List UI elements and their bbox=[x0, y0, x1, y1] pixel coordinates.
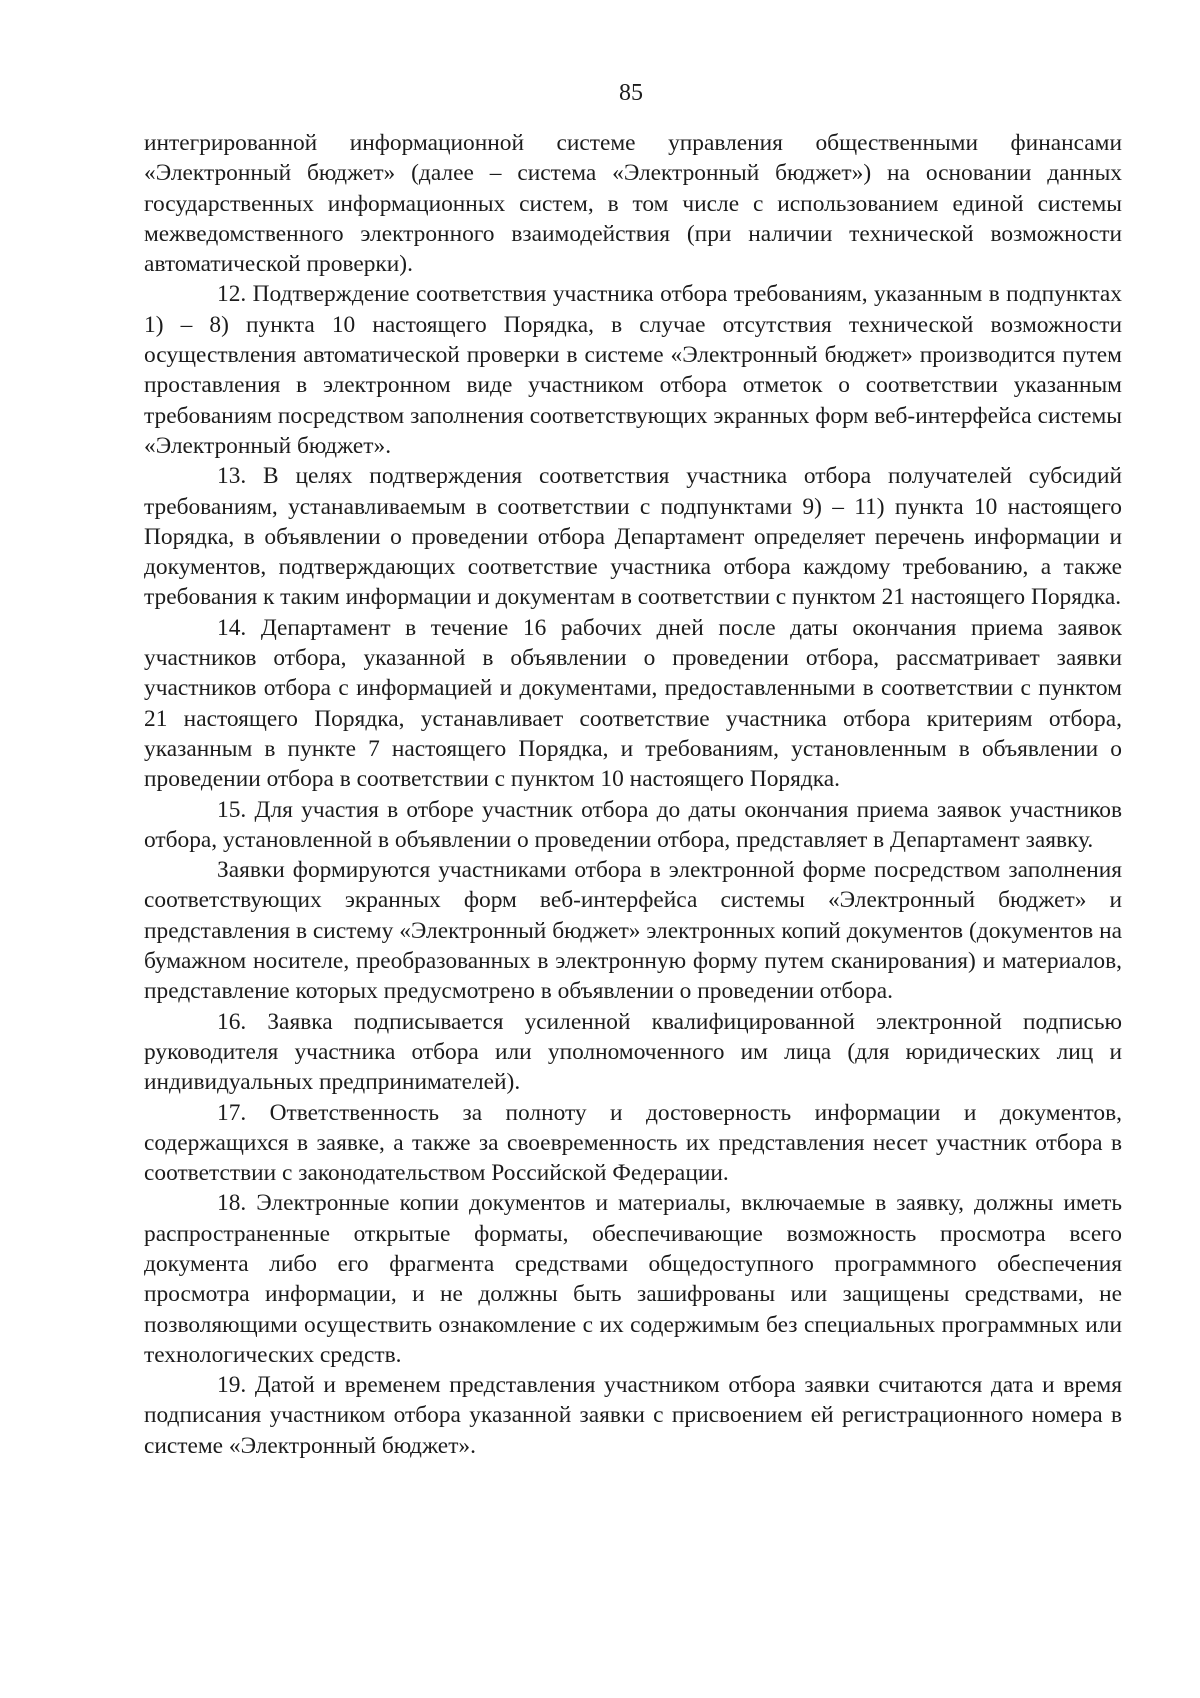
paragraph-12: 12. Подтверждение соответствия участника отбора требованиям, указанным в подпунктах 1) – 8) пункта 10 настоящего Порядка, в случае отсутствия технической возможности осуществления автоматической проверки в системе «Электронный бюджет» производится путем проставления в электронном виде участником отбора отметок о соответствии указанным требованиям посредством заполнения соответствующих экранных форм веб-интерфейса системы «Электронный бюджет». bbox=[144, 281, 1122, 459]
paragraph-13: 13. В целях подтверждения соответствия участника отбора получателей субсидий требованиям, устанавливаемым в соответствии с подпунктами 9) – 11) пункта 10 настоящего Порядка, в объявлении о проведении отбора Департамент определяет перечень информации и документов, подтверждающих соответствие участника отбора каждому требованию, а также требования к таким информации и документам в соответствии с пунктом 21 настоящего Порядка. bbox=[144, 463, 1122, 611]
paragraph-15: 15. Для участия в отборе участник отбора до даты окончания приема заявок участников отбора, установленной в объявлении о проведении отбора, представляет в Департамент заявку. bbox=[144, 796, 1122, 853]
paragraph-14: 14. Департамент в течение 16 рабочих дней после даты окончания приема заявок участников отбора, указанной в объявлении о проведении отбора, рассматривает заявки участников отбора с информацией и документами, предоставленными в соответствии с пунктом 21 настоящего Порядка, устанавливает соответствие участника отбора критериям отбора, указанным в пункте 7 настоящего Порядка, и требованиям, установленным в объявлении о проведении отбора в соответствии с пунктом 10 настоящего Порядка. bbox=[144, 614, 1122, 793]
paragraph-18: 18. Электронные копии документов и материалы, включаемые в заявку, должны иметь распространенные открытые форматы, обеспечивающие возможность просмотра всего документа либо его фрагмента средствами общедоступного программного обеспечения просмотра информации, и не должны быть зашифрованы или защищены средствами, не позволяющими осуществить ознакомление с их содержимым без специальных программных или технологических средств. bbox=[144, 1190, 1122, 1368]
paragraph-continuation: интегрированной информационной системе управления общественными финансами «Электронный бюджет» (далее – система «Электронный бюджет») на основании данных государственных информационных систем, в том числе с использованием единой системы межведомственного электронного взаимодействия (при наличии технической возможности автоматической проверки). bbox=[144, 130, 1122, 278]
paragraph-19: 19. Датой и временем представления участником отбора заявки считаются дата и время подписания участником отбора указанной заявки с присвоением ей регистрационного номера в системе «Электронный бюджет». bbox=[144, 1372, 1122, 1459]
page-number: 85 bbox=[619, 80, 643, 106]
document-body bbox=[144, 128, 1122, 1461]
paragraph-16: 16. Заявка подписывается усиленной квалифицированной электронной подписью руководителя участника отбора или уполномоченного им лица (для юридических лиц и индивидуальных предпринимателей). bbox=[144, 1008, 1122, 1096]
paragraph-15-application-form: Заявки формируются участниками отбора в электронной форме посредством заполнения соответствующих экранных форм веб-интерфейса системы «Электронный бюджет» и представления в систему «Электронный бюджет» электронных копий документов (документов на бумажном носителе, преобразованных в электронную форму путем сканирования) и материалов, представление которых предусмотрено в объявлении о проведении отбора. bbox=[144, 857, 1122, 1005]
paragraph-17: 17. Ответственность за полноту и достоверность информации и документов, содержащихся в заявке, а также за своевременность их представления несет участник отбора в соответствии с законодательством Российской Федерации. bbox=[144, 1099, 1122, 1187]
